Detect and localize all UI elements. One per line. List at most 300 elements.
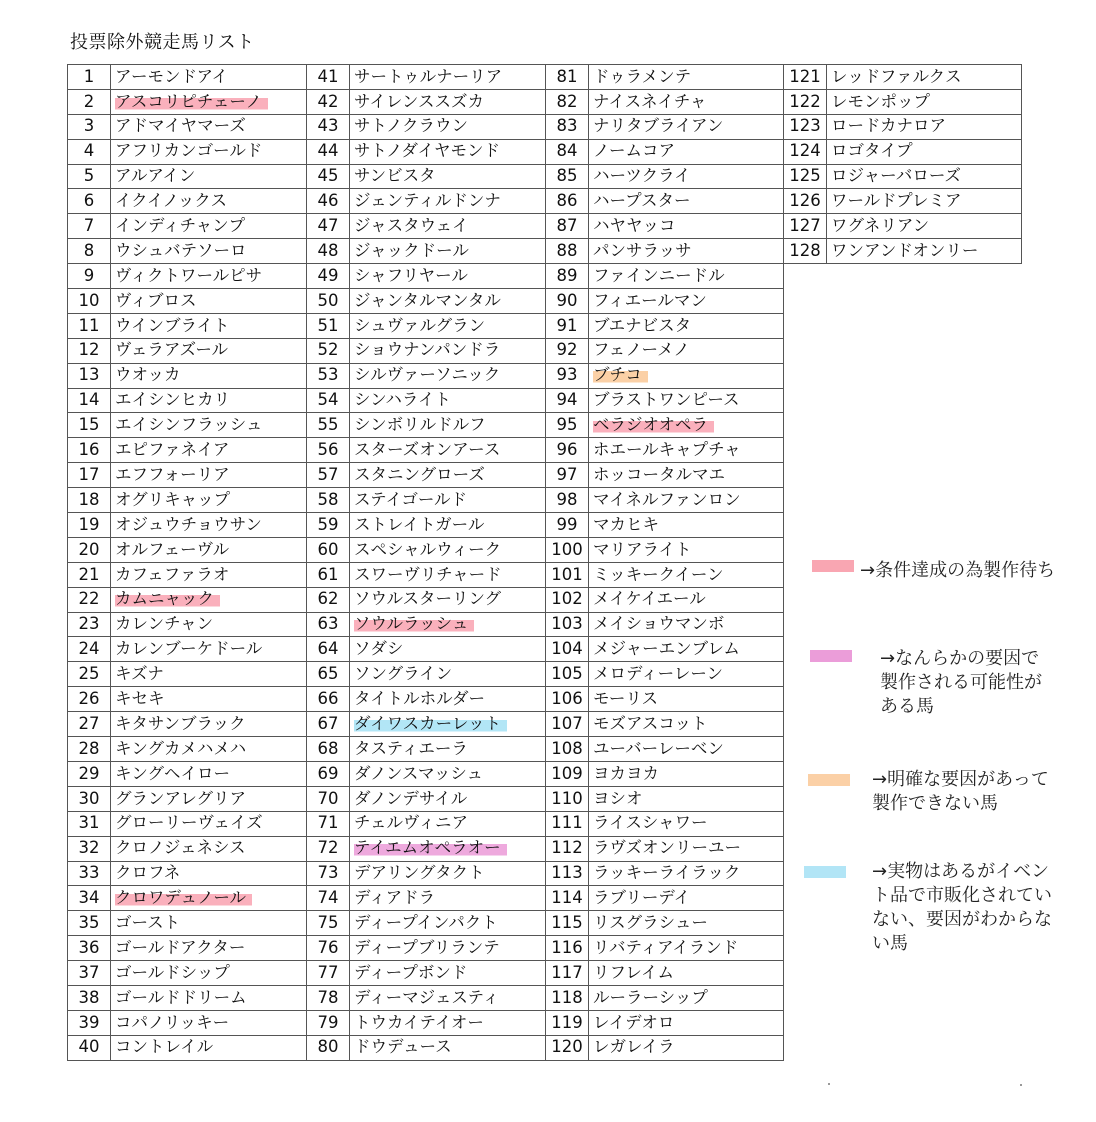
table-row — [68, 264, 307, 289]
table-row — [307, 637, 546, 662]
horse-name-cell — [350, 189, 546, 214]
row-number: 121 — [784, 65, 827, 90]
horse-name-cell — [111, 537, 307, 562]
horse-name: ゴールドドリーム — [115, 987, 247, 1007]
row-number: 9 — [68, 264, 111, 289]
table-row — [546, 463, 784, 488]
horse-name-cell — [111, 961, 307, 986]
table-row — [546, 587, 784, 612]
row-number: 28 — [68, 737, 111, 762]
row-number: 14 — [68, 388, 111, 413]
horse-name: ドウデュース — [354, 1037, 452, 1057]
horse-name-cell — [589, 313, 784, 338]
row-number: 54 — [307, 388, 350, 413]
table-row — [307, 562, 546, 587]
table-row — [546, 637, 784, 662]
horse-name-cell — [111, 786, 307, 811]
table-row — [307, 338, 546, 363]
horse-name: サトノダイヤモンド — [354, 141, 501, 161]
row-number: 101 — [546, 562, 589, 587]
table-row — [68, 637, 307, 662]
horse-name-cell — [350, 1010, 546, 1035]
table-row — [68, 861, 307, 886]
horse-name-cell — [111, 65, 307, 90]
horse-name-cell — [589, 612, 784, 637]
horse-name: フィエールマン — [593, 290, 707, 310]
table-row — [546, 936, 784, 961]
horse-name: クロワデュノール — [115, 888, 252, 907]
table-row — [546, 89, 784, 114]
horse-name: イクイノックス — [115, 191, 228, 211]
table-row — [307, 289, 546, 314]
row-number: 123 — [784, 114, 827, 139]
horse-name-cell — [589, 886, 784, 911]
legend-text-blue: →実物はあるがイベン ト品で市販化されてい ない、要因がわからな い馬 — [872, 861, 1052, 954]
row-number: 110 — [546, 786, 589, 811]
table-row — [546, 363, 784, 388]
horse-name: レモンポップ — [831, 91, 930, 111]
horse-name: シンボリルドルフ — [354, 415, 486, 435]
table-row — [307, 139, 546, 164]
table-row — [546, 662, 784, 687]
horse-name: トウカイテイオー — [354, 1012, 484, 1032]
horse-name-cell — [589, 861, 784, 886]
horse-name: ソングライン — [354, 664, 453, 684]
horse-name-cell — [589, 413, 784, 438]
horse-name: エイシンヒカリ — [115, 390, 231, 410]
horse-name-cell — [350, 413, 546, 438]
horse-name-cell — [111, 761, 307, 786]
horse-name: リフレイム — [593, 962, 675, 982]
horse-name: ソウルスターリング — [354, 589, 502, 609]
horse-name-cell — [111, 388, 307, 413]
horse-name-cell — [589, 761, 784, 786]
row-number: 51 — [307, 313, 350, 338]
table-row — [307, 836, 546, 861]
horse-name: ロゴタイプ — [831, 141, 913, 161]
table-row — [68, 413, 307, 438]
horse-name: ワールドプレミア — [831, 191, 962, 211]
horse-name: キングヘイロー — [115, 763, 231, 783]
horse-name-cell — [111, 239, 307, 264]
row-number: 1 — [68, 65, 111, 90]
row-number: 11 — [68, 313, 111, 338]
horse-name: ラヴズオンリーユー — [593, 838, 742, 858]
row-number: 81 — [546, 65, 589, 90]
horse-name-cell — [827, 164, 1022, 189]
horse-name-cell — [350, 961, 546, 986]
row-number: 60 — [307, 537, 350, 562]
row-number: 24 — [68, 637, 111, 662]
row-number: 44 — [307, 139, 350, 164]
horse-name: グローリーヴェイズ — [115, 813, 263, 833]
table-row — [307, 438, 546, 463]
horse-name: リスグラシュー — [593, 912, 708, 932]
horse-name-cell — [827, 214, 1022, 239]
row-number: 35 — [68, 911, 111, 936]
table-row — [68, 488, 307, 513]
row-number: 83 — [546, 114, 589, 139]
table-row — [68, 89, 307, 114]
table-row — [68, 164, 307, 189]
horse-name: モズアスコット — [593, 713, 708, 733]
row-number: 103 — [546, 612, 589, 637]
row-number: 64 — [307, 637, 350, 662]
horse-name: ブチコ — [593, 365, 648, 384]
horse-name: コパノリッキー — [115, 1012, 230, 1032]
table-row — [307, 761, 546, 786]
horse-name-cell — [589, 911, 784, 936]
horse-name-cell — [111, 114, 307, 139]
table-row — [307, 65, 546, 90]
table-row — [546, 438, 784, 463]
table-row — [307, 463, 546, 488]
horse-name-cell — [111, 413, 307, 438]
horse-name: ブラストワンピース — [593, 390, 740, 410]
horse-name-cell — [350, 488, 546, 513]
horse-name-cell — [111, 836, 307, 861]
row-number: 93 — [546, 363, 589, 388]
table-row — [546, 264, 784, 289]
horse-name-cell — [350, 463, 546, 488]
horse-name-cell — [350, 936, 546, 961]
row-number: 104 — [546, 637, 589, 662]
horse-name-cell — [350, 662, 546, 687]
horse-name: レガレイラ — [593, 1037, 675, 1057]
horse-name-cell — [589, 687, 784, 712]
table-row — [307, 861, 546, 886]
table-row — [546, 886, 784, 911]
table-row — [546, 537, 784, 562]
horse-name: ルーラーシップ — [593, 987, 708, 1007]
horse-name: アドマイヤマーズ — [115, 116, 246, 136]
horse-name: ヨシオ — [593, 788, 643, 808]
table-row — [546, 239, 784, 264]
horse-name: ジャックドール — [354, 240, 469, 260]
row-number: 97 — [546, 463, 589, 488]
horse-name: サトノクラウン — [354, 116, 469, 136]
row-number: 100 — [546, 537, 589, 562]
horse-name: ハヤヤッコ — [593, 216, 676, 236]
table-row — [307, 911, 546, 936]
horse-name-cell — [350, 1035, 546, 1060]
horse-name: レイデオロ — [593, 1012, 675, 1032]
horse-name: シルヴァーソニック — [354, 365, 501, 385]
table-row — [307, 89, 546, 114]
horse-name: ダノンスマッシュ — [354, 763, 484, 783]
row-number: 12 — [68, 338, 111, 363]
horse-name: ワグネリアン — [831, 216, 930, 236]
horse-name: クロノジェネシス — [115, 838, 246, 858]
horse-name: ワンアンドオンリー — [831, 240, 979, 260]
table-row — [68, 886, 307, 911]
horse-name-cell — [350, 861, 546, 886]
horse-name-cell — [589, 463, 784, 488]
horse-name: ハーツクライ — [593, 166, 691, 186]
horse-name-cell — [350, 438, 546, 463]
horse-name-cell — [589, 65, 784, 90]
row-number: 115 — [546, 911, 589, 936]
horse-name-cell — [827, 239, 1022, 264]
table-row — [68, 737, 307, 762]
row-number: 53 — [307, 363, 350, 388]
horse-name: ソウルラッシュ — [354, 614, 474, 633]
horse-name-cell — [111, 936, 307, 961]
legend-swatch-orange — [808, 774, 850, 786]
horse-name-cell — [350, 89, 546, 114]
horse-name: アーモンドアイ — [115, 66, 229, 86]
horse-table-col-2 — [306, 64, 546, 1061]
horse-name-cell — [589, 189, 784, 214]
row-number: 2 — [68, 89, 111, 114]
horse-name-cell — [111, 1010, 307, 1035]
row-number: 21 — [68, 562, 111, 587]
horse-name-cell — [589, 587, 784, 612]
row-number: 6 — [68, 189, 111, 214]
row-number: 125 — [784, 164, 827, 189]
horse-name: カレンブーケドール — [115, 639, 263, 659]
horse-name-cell — [350, 338, 546, 363]
horse-name-cell — [111, 886, 307, 911]
horse-name-cell — [589, 985, 784, 1010]
row-number: 77 — [307, 961, 350, 986]
page-title: 投票除外競走馬リスト — [70, 32, 255, 53]
table-row — [546, 961, 784, 986]
horse-name: グランアレグリア — [115, 788, 247, 808]
row-number: 25 — [68, 662, 111, 687]
row-number: 80 — [307, 1035, 350, 1060]
horse-name: リバティアイランド — [593, 937, 739, 957]
row-number: 89 — [546, 264, 589, 289]
row-number: 95 — [546, 413, 589, 438]
table-row — [546, 712, 784, 737]
horse-name-cell — [111, 488, 307, 513]
table-row — [307, 687, 546, 712]
row-number: 42 — [307, 89, 350, 114]
row-number: 112 — [546, 836, 589, 861]
row-number: 38 — [68, 985, 111, 1010]
table-row — [546, 114, 784, 139]
horse-name-cell — [589, 737, 784, 762]
row-number: 20 — [68, 537, 111, 562]
horse-name-cell — [589, 139, 784, 164]
table-row — [307, 189, 546, 214]
row-number: 78 — [307, 985, 350, 1010]
row-number: 18 — [68, 488, 111, 513]
horse-name-cell — [589, 1035, 784, 1060]
table-row — [546, 338, 784, 363]
table-row — [68, 961, 307, 986]
horse-name: ミッキークイーン — [593, 564, 724, 584]
horse-name: ウオッカ — [115, 365, 181, 385]
table-row — [546, 413, 784, 438]
horse-name-cell — [589, 562, 784, 587]
row-number: 86 — [546, 189, 589, 214]
table-row — [68, 1010, 307, 1035]
row-number: 113 — [546, 861, 589, 886]
horse-name: スタニングローズ — [354, 464, 485, 484]
horse-name-cell — [827, 65, 1022, 90]
horse-name: ヴィブロス — [115, 290, 197, 310]
row-number: 72 — [307, 836, 350, 861]
row-number: 26 — [68, 687, 111, 712]
table-row — [307, 936, 546, 961]
legend-text-red: →条件達成の為製作待ち — [860, 560, 1056, 581]
row-number: 96 — [546, 438, 589, 463]
horse-name-cell — [350, 687, 546, 712]
horse-name-cell — [350, 761, 546, 786]
horse-name-cell — [111, 338, 307, 363]
horse-name: ゴールドアクター — [115, 937, 246, 957]
row-number: 16 — [68, 438, 111, 463]
row-number: 50 — [307, 289, 350, 314]
row-number: 85 — [546, 164, 589, 189]
table-row — [307, 313, 546, 338]
horse-name: マカヒキ — [593, 514, 659, 534]
horse-name-cell — [350, 289, 546, 314]
horse-name-cell — [589, 363, 784, 388]
horse-name: カレンチャン — [115, 614, 214, 634]
horse-name-cell — [111, 313, 307, 338]
horse-name-cell — [111, 612, 307, 637]
table-row — [307, 612, 546, 637]
horse-name-cell — [111, 363, 307, 388]
scan-dot — [1020, 1084, 1022, 1086]
horse-name: ダイワスカーレット — [354, 714, 507, 733]
row-number: 39 — [68, 1010, 111, 1035]
row-number: 88 — [546, 239, 589, 264]
table-row — [307, 985, 546, 1010]
horse-name-cell — [589, 537, 784, 562]
horse-name-cell — [350, 513, 546, 538]
horse-name-cell — [350, 239, 546, 264]
horse-name-cell — [111, 89, 307, 114]
table-row — [546, 164, 784, 189]
horse-name: オグリキャップ — [115, 489, 231, 509]
row-number: 65 — [307, 662, 350, 687]
table-row — [546, 861, 784, 886]
row-number: 128 — [784, 239, 827, 264]
horse-name: キズナ — [115, 664, 164, 684]
row-number: 61 — [307, 562, 350, 587]
row-number: 90 — [546, 289, 589, 314]
table-row — [784, 214, 1022, 239]
table-row — [307, 811, 546, 836]
horse-name: モーリス — [593, 688, 659, 708]
table-row — [784, 89, 1022, 114]
horse-name: オルフェーヴル — [115, 539, 230, 559]
horse-name-cell — [589, 388, 784, 413]
horse-name: ソダシ — [354, 639, 404, 659]
table-row — [784, 65, 1022, 90]
table-row — [307, 886, 546, 911]
horse-name: オジュウチョウサン — [115, 514, 262, 534]
row-number: 3 — [68, 114, 111, 139]
row-number: 107 — [546, 712, 589, 737]
horse-name: ストレイトガール — [354, 514, 485, 534]
horse-name: カムニャック — [115, 589, 220, 608]
horse-name: コントレイル — [115, 1037, 214, 1057]
horse-name: キングカメハメハ — [115, 738, 247, 758]
horse-name: スペシャルウィーク — [354, 539, 502, 559]
row-number: 70 — [307, 786, 350, 811]
horse-name: ディープインパクト — [354, 912, 498, 932]
horse-name-cell — [111, 587, 307, 612]
table-row — [307, 961, 546, 986]
legend-swatch-pink — [810, 650, 852, 662]
table-row — [68, 612, 307, 637]
table-row — [68, 513, 307, 538]
row-number: 4 — [68, 139, 111, 164]
horse-name-cell — [111, 164, 307, 189]
horse-name-cell — [111, 189, 307, 214]
horse-name: キセキ — [115, 688, 165, 708]
row-number: 119 — [546, 1010, 589, 1035]
horse-name: ステイゴールド — [354, 489, 468, 509]
horse-name-cell — [350, 836, 546, 861]
horse-name-cell — [350, 737, 546, 762]
row-number: 36 — [68, 936, 111, 961]
table-row — [68, 936, 307, 961]
horse-name-cell — [589, 214, 784, 239]
horse-name-cell — [589, 338, 784, 363]
horse-name-cell — [350, 114, 546, 139]
horse-name-cell — [589, 264, 784, 289]
horse-name-cell — [350, 164, 546, 189]
horse-name-cell — [589, 488, 784, 513]
horse-name: シャフリヤール — [354, 265, 468, 285]
row-number: 122 — [784, 89, 827, 114]
horse-name-cell — [589, 637, 784, 662]
horse-name: ヴィクトワールピサ — [115, 265, 263, 285]
horse-name: テイエムオペラオー — [354, 838, 507, 857]
row-number: 114 — [546, 886, 589, 911]
horse-name: アスコリピチェーノ — [115, 92, 268, 111]
row-number: 43 — [307, 114, 350, 139]
horse-name-cell — [589, 289, 784, 314]
table-row — [546, 189, 784, 214]
horse-name: インディチャンプ — [115, 216, 246, 236]
row-number: 17 — [68, 463, 111, 488]
table-row — [68, 313, 307, 338]
row-number: 91 — [546, 313, 589, 338]
row-number: 111 — [546, 811, 589, 836]
horse-name: ノームコア — [593, 141, 676, 161]
horse-table-col-1 — [67, 64, 307, 1061]
row-number: 45 — [307, 164, 350, 189]
table-row — [546, 289, 784, 314]
table-row — [784, 189, 1022, 214]
table-row — [307, 264, 546, 289]
legend-swatch-red — [812, 560, 854, 572]
table-row — [68, 985, 307, 1010]
horse-name: ディープブリランテ — [354, 937, 500, 957]
horse-name-cell — [350, 65, 546, 90]
horse-name-cell — [350, 214, 546, 239]
horse-name: アルアイン — [115, 166, 196, 186]
row-number: 58 — [307, 488, 350, 513]
table-row — [307, 488, 546, 513]
table-row — [546, 687, 784, 712]
horse-name: ゴースト — [115, 912, 181, 932]
row-number: 124 — [784, 139, 827, 164]
table-row — [307, 712, 546, 737]
table-row — [307, 164, 546, 189]
horse-name: ディアドラ — [354, 888, 436, 908]
horse-name-cell — [111, 264, 307, 289]
horse-name-cell — [589, 114, 784, 139]
horse-name: サンビスタ — [354, 166, 436, 186]
